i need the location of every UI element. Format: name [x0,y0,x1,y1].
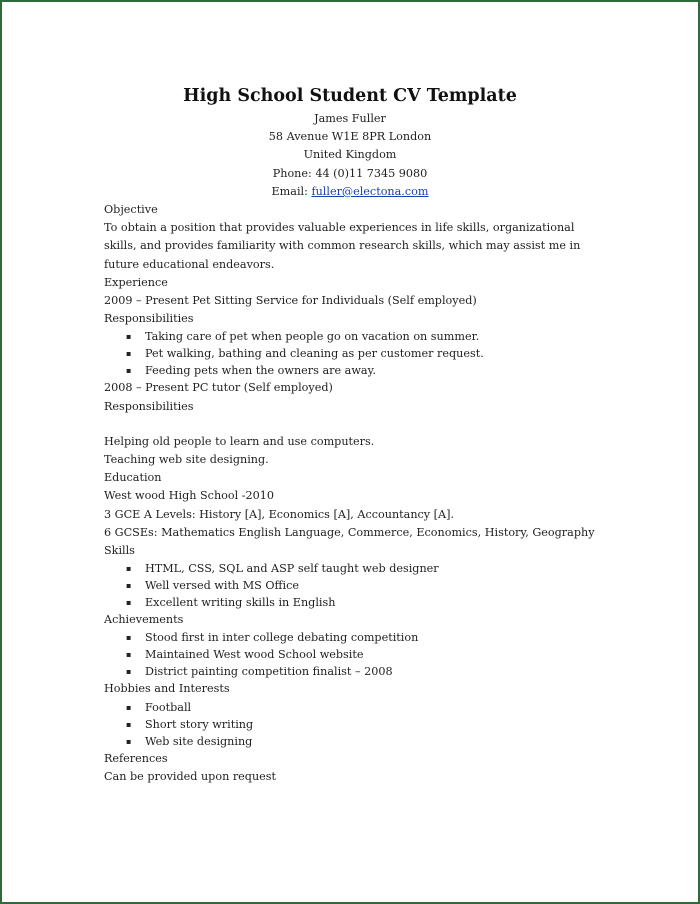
job1-responsibilities-list [104,328,604,379]
email-link[interactable]: fuller@electona.com [311,184,429,198]
bullet-icon: ▪ [126,581,132,591]
job1-title: 2009 – Present Pet Sitting Service for Individuals (Self employed) [104,294,477,308]
references-text: Can be provided upon request [104,769,277,783]
list-item-text: Excellent writing skills in English [145,596,336,610]
bullet-icon: ▪ [126,633,132,643]
list-item [104,328,604,345]
objective-heading: Objective [104,203,158,217]
list-item [104,646,604,663]
experience-heading: Experience [104,275,168,289]
list-item-text: Football [145,700,192,714]
bullet-icon: ▪ [126,736,132,746]
bullet-icon: ▪ [126,650,132,660]
bullet-icon: ▪ [126,719,132,729]
achievements-heading: Achievements [104,613,184,627]
bullet-icon: ▪ [126,366,132,376]
list-item [104,663,604,680]
achievements-list [104,629,604,680]
list-item-text: Stood first in inter college debating competition [145,631,419,645]
contact-name: James Fuller [314,112,386,125]
email-label: Email: [271,184,312,198]
list-item [104,345,604,362]
education-heading: Education [104,471,162,485]
bullet-icon: ▪ [126,349,132,359]
list-item [104,733,604,750]
job2-responsibilities-heading: Responsibilities [104,399,194,413]
bullet-icon: ▪ [126,702,132,712]
bullet-icon: ▪ [126,598,132,608]
contact-country: United Kingdom [303,148,397,162]
skills-list [104,560,604,611]
cv-document [104,84,604,786]
list-item [104,699,604,716]
list-item-text: Well versed with MS Office [145,579,299,593]
list-item [104,362,604,379]
list-item [104,629,604,646]
list-item-text: Pet walking, bathing and cleaning as per customer request. [145,347,484,361]
blank-line [104,416,604,433]
job2-item: Teaching web site designing. [104,453,269,467]
education-line: 3 GCE A Levels: History [A], Economics [A], Accountancy [A]. [104,507,455,521]
hobbies-heading: Hobbies and Interests [104,682,230,696]
objective-text: To obtain a position that provides valuable experiences in life skills, organizational skills, and provides familiarity with common research skills, which may assist me in future educational endeavors. [104,221,581,271]
job1-responsibilities-heading: Responsibilities [104,312,194,326]
references-heading: References [104,751,168,765]
bullet-icon: ▪ [126,667,132,677]
list-item-text: District painting competition finalist – 2008 [145,665,393,679]
job2-item: Helping old people to learn and use computers. [104,434,375,448]
list-item-text: Taking care of pet when people go on vacation on summer. [145,330,480,344]
hobbies-list [104,699,604,750]
job2-title: 2008 – Present PC tutor (Self employed) [104,381,333,395]
list-item-text: Short story writing [145,717,254,731]
document-title: High School Student CV Template [183,86,517,106]
list-item-text: Maintained West wood School website [145,648,364,662]
list-item-text: HTML, CSS, SQL and ASP self taught web designer [145,562,439,576]
list-item-text: Feeding pets when the owners are away. [145,364,376,378]
skills-heading: Skills [104,544,135,558]
list-item [104,560,604,577]
education-line: West wood High School -2010 [104,489,275,503]
list-item [104,577,604,594]
contact-phone: Phone: 44 (0)11 7345 9080 [272,166,428,180]
list-item [104,594,604,611]
contact-address: 58 Avenue W1E 8PR London [268,130,432,144]
list-item-text: Web site designing [145,734,253,748]
contact-email-row [104,183,596,201]
education-line: 6 GCSEs: Mathematics English Language, Commerce, Economics, History, Geography [104,525,595,539]
bullet-icon: ▪ [126,564,132,574]
list-item [104,716,604,733]
bullet-icon: ▪ [126,332,132,342]
